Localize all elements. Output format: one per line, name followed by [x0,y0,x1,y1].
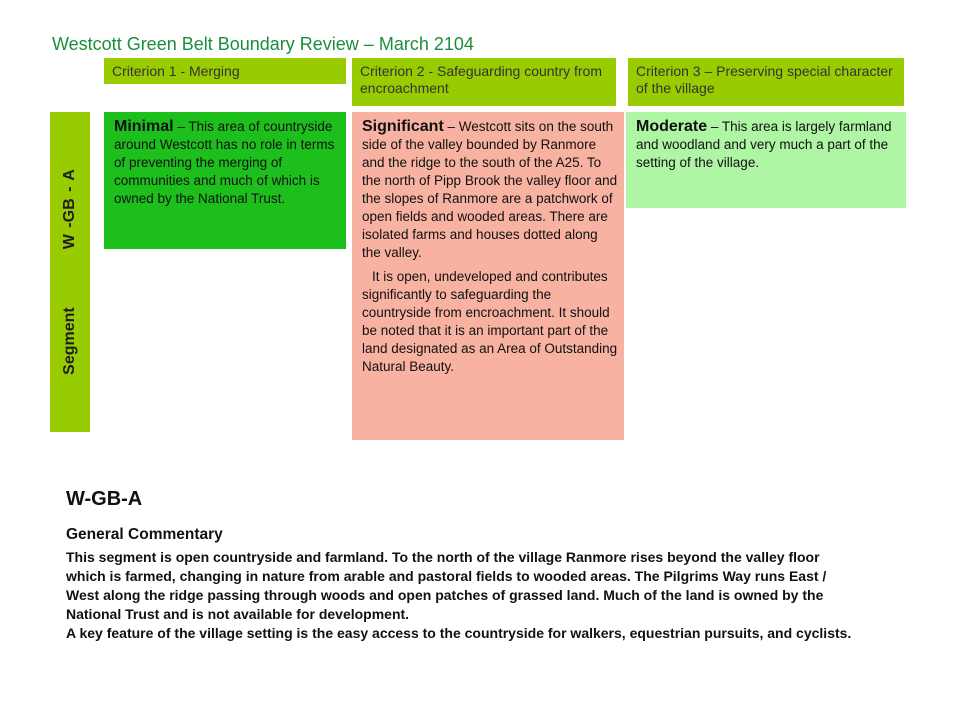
criterion-2-assessment [352,112,624,440]
criterion-2-header: Criterion 2 - Safeguarding country from encroachment [352,58,616,106]
criterion-3-rating: Moderate [636,118,708,135]
criterion-3-header: Criterion 3 – Preserving special character of the village [628,58,904,106]
criterion-2-rating: Significant [362,118,444,135]
criterion-2-text: – Westcott sits on the south side of the valley bounded by Ranmore and the ridge to the south of the A25. To the north of Pipp Brook the valley floor and the slopes of Ranmore are a patchwork of open fields and wooded areas. There are isolated farms and houses dotted along the valley. [362,119,618,260]
criterion-3-text: – This area is largely farmland and woodland and very much a part of the setting of the village. [636,119,892,170]
criterion-1-header: Criterion 1 - Merging [104,58,346,84]
segment-label-id: W -GB - A [61,169,78,250]
criterion-3-assessment [626,112,906,208]
criterion-2-text-2: It is open, undeveloped and contributes significantly to safeguarding the countryside from encroachment. It should be noted that it is an important part of the land designated as an Area of Outstanding Natural Beauty. [362,269,618,374]
commentary-paragraph-2: A key feature of the village setting is the easy access to the countryside for walkers, equestrian pursuits, and cyclists. [66,625,852,641]
commentary-heading: General Commentary [66,526,223,543]
commentary-body [66,548,856,643]
page-title: Westcott Green Belt Boundary Review – March 2104 [52,34,474,54]
criterion-1-assessment [104,112,346,249]
segment-bar [50,112,90,432]
section-title: W-GB-A [66,488,143,510]
segment-label-prefix: Segment [61,307,78,375]
segment-label [61,169,79,375]
commentary-paragraph-1: This segment is open countryside and farmland. To the north of the village Ranmore rises beyond the valley floor which is farmed, changing in nature from arable and pastoral fields to wooded areas. The Pilgrims Way runs East / West along the ridge passing through woods and open patches of grassed land. Much of the land is owned by the National Trust and is not available for development. [66,549,827,622]
criterion-1-rating: Minimal [114,118,174,135]
criterion-1-text: – This area of countryside around Westcott has no role in terms of preventing the merging of communities and much of which is owned by the National Trust. [114,119,335,206]
